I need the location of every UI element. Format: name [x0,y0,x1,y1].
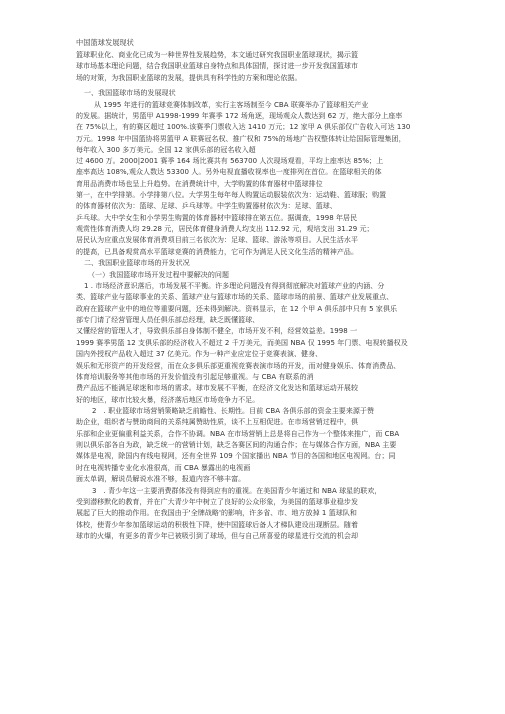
text-line: 体校，使青少年参加篮球运动的积极性下降，使中国篮球后备人才梯队建设出现断层。随着 [76,521,358,529]
text-line: 则以俱乐部各自为政，缺乏统一的营销计划，缺乏各赛区间的沟通合作；在与媒体合作方面，NBA 主要 [76,441,397,449]
text-line: 从 1995 年进行的篮球竞赛体制改革，实行主客场制至今 CBA 联赛举办了篮球相关产业 [94,101,369,109]
text-line: 3 . 青少年这一主要消费群体没有得到应有的重视。在美国青少年通过和 NBA 球星的联欢， [92,487,382,495]
text-line: 篮球职业化、商业化已成为一种世界性发展趋势，本文通过研究我国职业篮球现状，揭示篮 [76,51,358,59]
text-line: 第一，在中学排第。小学排第八位。大学男生每年每人购置运动服装依次为：运动鞋、篮球服；购置 [76,191,387,199]
text-line: 媒体是电视，除国内有线电视网，还有全世界 109 个国家播出 NBA 节目的各国和地区电视网。台；同 [76,452,396,460]
text-line: 一、我国篮球市场的发展现状 [84,89,176,97]
text-line: 好的地区，球市比较火暴，经济落后地区市场竞争力不足。 [76,396,260,404]
text-line: 每年收入 300 多万美元。全国 12 家俱乐部的冠名收入超 [76,146,256,154]
text-line: （一）我国篮球市场开发过程中要解决的问题 [88,271,229,279]
text-line: 2 . 职业篮球市场营销策略缺乏前瞻性、长期性。目前 CBA 各俱乐部的资金主要来源于赞 [92,407,375,415]
text-line: 居民认为应重点发展体育消费项目前三名依次为：足球、篮球、游泳等项目。人民生活水平 [76,236,358,244]
text-line: 万元。1998 年中国篮协将男篮甲 A 联赛冠名权、推广权和 75%的场地广告权整体转让给国际管理集团， [76,135,406,143]
text-line: 展起了巨大的推动作用。在我国由于'全牌战略'的影响，许多省、市、地方放掉 1 篮球队和 [76,509,357,517]
text-line: 体育培训服务等其他市场的开发价值没有引起足够重视。与 CBA 有联系的消 [76,373,314,381]
text-line: 1 . 市场经济意识落后，市场发展不平衡。许多理论问题没有得到彻底解决对篮球产业的内涵、分 [84,282,385,290]
text-line: 面太单调，解说员解说水准不够，报道内容不够丰富。 [76,475,246,483]
text-line: 又懂经营的管理人才，导致俱乐部自身体制不健全，市场开发不利，经营效益差。1998 一 [76,327,358,335]
text-line: 国内外授权产品收入超过 37 亿美元。作为一种产业应定位于竞赛表演、健身、 [76,350,323,358]
text-line: 政府在篮球产业中的地位等重要问题，还未得到解决。资料显示，在 12 个甲 A 俱乐部中只有 5 家俱乐 [76,305,398,313]
text-line: 球市的火爆，有更多的青少年已被吸引到了球场，但与自己所喜爱的球星进行交流的机会却 [76,532,358,540]
document-title: 中国篮球发展现状 [76,38,134,47]
text-line: 部专门请了经营管理人员任俱乐部总经理，缺乏既懂篮球、 [76,316,260,324]
text-line: 座率高达 108%,观众人数达 53300 人。另外电视直播收视率也一度排列在首位。在篮球相关的体 [76,168,382,176]
text-line: 二、我国职业篮球市场的开发状况 [84,259,190,267]
text-line: 的提高，已具备观赏高水平篮球竞赛的消费能力，它可作为满足人民文化生活的精神产品。 [76,248,358,256]
text-line: 观赏性体育消费人均 29.28 元，居民体育健身消费人均支出 112.92 元，观培支出 31.29 元； [76,225,374,233]
text-line: 场的对策，为我国职业篮球的发展，提供具有科学性的方案和理论依据。 [76,74,302,82]
text-line: 过 4600 万。2000|2001 赛季 164 场比赛共有 563700 人次现场观看，平均上座率达 85%；上 [76,157,384,165]
text-line: 的发展。据统计，男篮甲 A1998-1999 年赛季 172 场角逐，现场观众人数达到 62 万，绝大部分上座率 [76,112,403,120]
text-line: 的体育器材依次为：篮球、足球、乒乓球等。中学生购置器材依次为：足球、篮球、 [76,202,337,210]
text-line: 乒乓球。大中学女生和小学男生购置的体育器材中篮球排在第五位。据调查，1998 年居民 [76,214,358,222]
text-line: 1999 赛季男篮 12 支俱乐部的经济收入不超过 2 千万美元，而美国 NBA 仅 1995 年门票、电视转播权及 [76,339,408,347]
text-line: 球市场基本理论问题，结合我国职业篮球自身特点和具体国情，探讨进一步开发我国篮球市 [76,62,358,70]
text-line: 娱乐和无形资产的开发经营，而在众多俱乐部更重视竞赛表演市场的开发，而对健身娱乐、体育消费品、 [76,362,401,370]
text-line: 育用品消费市场也呈上升趋势。在消费统计中，大学购置的体育器材中篮球排位 [76,180,323,188]
text-line: 费产品远不能满足球迷和市场的需求。球市发展不平衡，在经济文化发达和篮球运动开展较 [76,384,358,392]
text-line: 时在电视转播专业化水准很高，而 CBA 暴露出的电视画 [76,464,251,472]
text-line: 乐部和企业更偏重利益关系，合作不协调。NBA 在市场营销上总是将自己作为一个整体来推广，而 CBA [76,430,400,438]
text-line: 类、篮球产业与篮球事业的关系、篮球产业与篮球市场的关系、篮球市场的前景、篮球产业发展重点、 [76,293,394,301]
text-line: 在 75%以上，有的赛区超过 100%.该赛季门票收入达 1410 万元；12 家甲 A 俱乐部仅广告收入可达 130 [76,123,411,131]
text-line: 助企业，组织者与赞助商间的关系纯属赞助性质，谈不上互相促进。在市场营销过程中，俱 [76,418,358,426]
text-line: 受到潜移默化的教育，并在广大青少年中树立了良好的公众形象，为美国的篮球事业稳步发 [76,498,358,506]
